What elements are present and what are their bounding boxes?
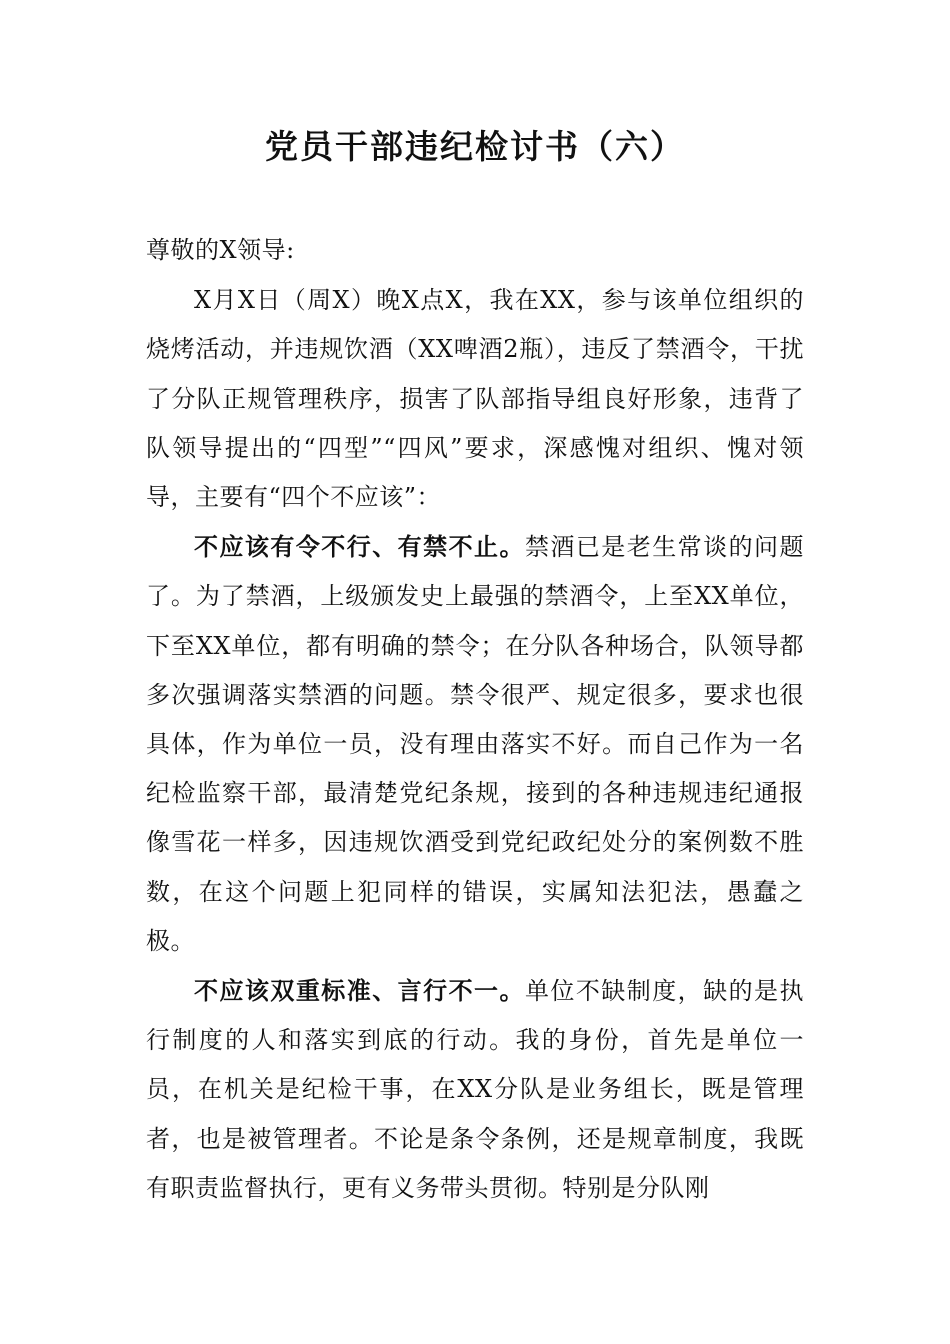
paragraph-text: 禁酒已是老生常谈的问题了。为了禁酒，上级颁发史上最强的禁酒令，上至XX单位，下至XX单位，都有明确的禁令；在分队各种场合，队领导都多次强调落实禁酒的问题。禁令很严、规定很多，要求也很具体，作为单位一员，没有理由落实不好。而自己作为一名纪检监察干部，最清楚党纪条规，接到的各种违规违纪通报像雪花一样多，因违规饮酒受到党纪政纪处分的案例数不胜数，在这个问题上犯同样的错误，实属知法犯法，愚蠢之极。 — [146, 533, 805, 955]
paragraph-lead: 不应该双重标准、言行不一。 — [194, 976, 525, 1006]
paragraph-intro — [146, 275, 804, 522]
paragraph-text: X月X日（周X）晚X点X，我在XX，参与该单位组织的烧烤活动，并违规饮酒（XX啤酒2瓶），违反了禁酒令，干扰了分队正规管理秩序，损害了队部指导组良好形象，违背了队领导提出的“四型”“四风”要求，深感愧对组织、愧对领导，主要有“四个不应该”： — [146, 286, 804, 512]
paragraph-text: 单位不缺制度，缺的是执行制度的人和落实到底的行动。我的身份，首先是单位一员，在机关是纪检干事，在XX分队是业务组长，既是管理者，也是被管理者。不论是条令条例，还是规章制度，我既有职责监督执行，更有义务带头贯彻。特别是分队刚 — [146, 977, 805, 1202]
paragraph-lead: 不应该有令不行、有禁不止。 — [194, 532, 525, 562]
paragraph-point-2 — [146, 966, 804, 1213]
document-body — [146, 226, 804, 1213]
document-title: 党员干部违纪检讨书（六） — [265, 127, 685, 166]
salutation: 尊敬的X领导: — [146, 236, 295, 264]
paragraph-point-1 — [146, 522, 804, 966]
